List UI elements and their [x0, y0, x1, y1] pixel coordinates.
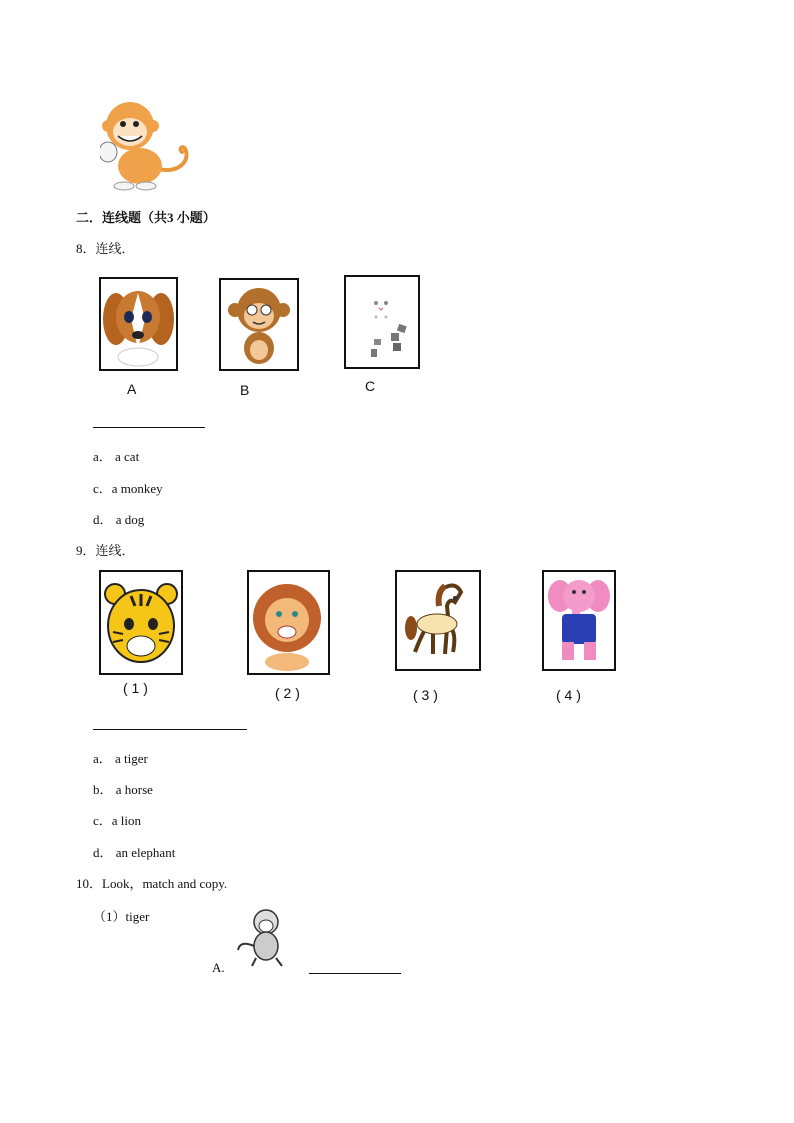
caption-2: ( 2 ) [275, 685, 300, 701]
tiger-picture [99, 570, 183, 675]
option-c: c．a monkey [93, 481, 163, 496]
copy-answer-line[interactable] [309, 973, 401, 974]
section-heading: 二．连线题（共3 小题） [76, 210, 216, 225]
horse-picture [395, 570, 481, 671]
caption-3: ( 3 ) [413, 687, 438, 703]
caption-1: ( 1 ) [123, 680, 148, 696]
option-d: d． an elephant [93, 845, 176, 860]
option-c: c．a lion [93, 813, 142, 828]
option-label-a: A. [212, 960, 225, 975]
monkey-illustration [100, 96, 192, 192]
option-a: a． a cat [93, 449, 140, 464]
monkey-sketch [236, 906, 296, 968]
question-10-number: 10．Look，match and copy. [76, 876, 228, 891]
question-9-number: 9．连线． [76, 543, 135, 558]
caption-4: ( 4 ) [556, 687, 581, 703]
cat-picture [344, 275, 420, 369]
lion-picture [247, 570, 330, 675]
option-a: a． a tiger [93, 751, 148, 766]
monkey-picture [219, 278, 299, 371]
match-item: （1）tiger [93, 909, 150, 924]
answer-line[interactable] [93, 427, 205, 428]
elephant-picture [542, 570, 616, 671]
caption-b: B [240, 382, 250, 398]
answer-line[interactable] [93, 729, 247, 730]
dog-picture [99, 277, 178, 371]
caption-a: A [127, 381, 137, 397]
question-8-number: 8．连线． [76, 241, 135, 256]
option-d: d． a dog [93, 512, 145, 527]
caption-c: C [365, 378, 376, 394]
option-b: b． a horse [93, 782, 153, 797]
